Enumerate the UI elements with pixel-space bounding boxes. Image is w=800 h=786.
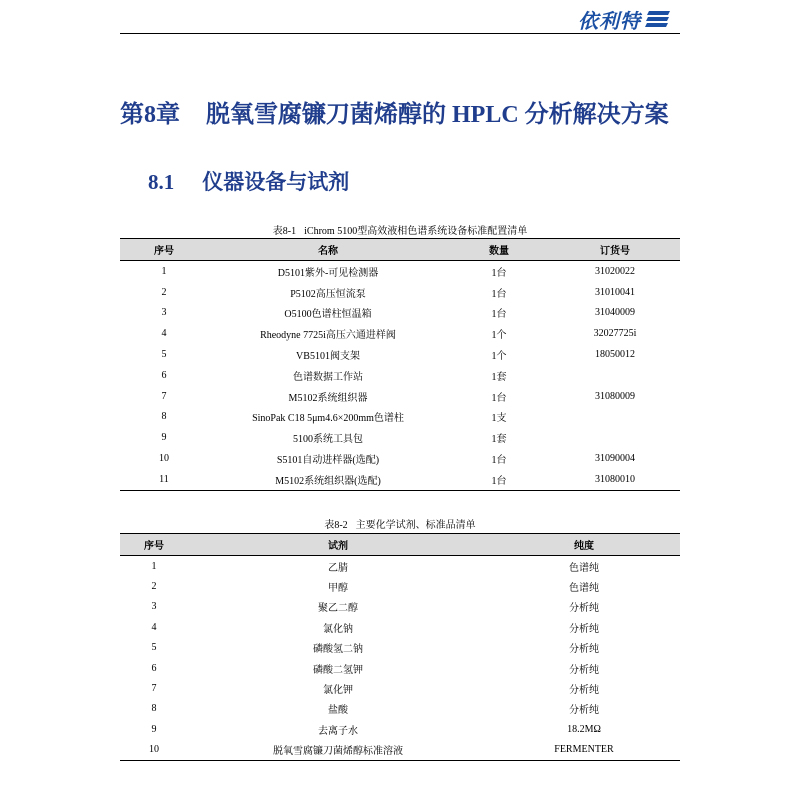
table-cell: 18050012 bbox=[595, 349, 635, 361]
table-cell: 2 bbox=[161, 286, 167, 298]
table-cell: 10 bbox=[159, 453, 169, 465]
table-cell bbox=[550, 407, 680, 428]
table-cell: 氯化钠 bbox=[323, 623, 353, 635]
table-cell: VB5101阀支架 bbox=[296, 351, 360, 363]
table-cell: 脱氧雪腐镰刀菌烯醇标准溶液 bbox=[188, 740, 488, 761]
company-logo bbox=[578, 4, 671, 34]
table-cell: 聚乙二醇 bbox=[318, 603, 358, 615]
table2-caption-number: 表8-2 bbox=[324, 520, 348, 531]
table-cell: 7 bbox=[161, 390, 167, 402]
table-cell: 分析纯 bbox=[569, 623, 599, 635]
table-row bbox=[120, 556, 680, 577]
chapter-title bbox=[120, 94, 700, 129]
table-cell: 8 bbox=[151, 703, 157, 715]
column-header: 试剂 bbox=[188, 534, 488, 556]
table-cell: 去离子水 bbox=[318, 725, 358, 737]
table-cell: 1 bbox=[161, 265, 167, 277]
table-cell: 1台 bbox=[491, 392, 507, 404]
table-cell: 1套 bbox=[491, 371, 507, 383]
table-cell: 甲醇 bbox=[328, 583, 348, 595]
table-header-row bbox=[120, 534, 680, 556]
table-cell: Rheodyne 7725i高压六通进样阀 bbox=[260, 330, 396, 342]
table-cell: 32027725i bbox=[593, 328, 637, 340]
table2-caption bbox=[120, 516, 680, 531]
reagent-table bbox=[120, 533, 680, 761]
table-cell: 6 bbox=[151, 662, 157, 674]
equipment-table bbox=[120, 238, 680, 491]
section-title-text: 仪器设备与试剂 bbox=[202, 170, 350, 194]
column-header: 序号 bbox=[120, 239, 208, 261]
table-cell: 18.2MΩ bbox=[567, 723, 601, 735]
table-cell: 磷酸氢二钠 bbox=[313, 644, 363, 656]
table-row bbox=[120, 719, 680, 739]
table-cell: 4 bbox=[151, 621, 157, 633]
table-cell: 3 bbox=[161, 307, 167, 319]
table-cell: 1套 bbox=[491, 434, 507, 446]
table-row bbox=[120, 740, 680, 761]
table1-caption-number: 表8-1 bbox=[272, 226, 297, 237]
table-cell: 31080009 bbox=[595, 390, 635, 402]
table-cell: 1个 bbox=[491, 351, 507, 363]
chapter-number: 第8章 bbox=[120, 102, 180, 128]
table-row bbox=[120, 386, 680, 407]
table-cell: 6 bbox=[161, 369, 167, 381]
table-cell: 5100系统工具包 bbox=[293, 434, 363, 446]
column-header: 纯度 bbox=[488, 534, 680, 556]
table-cell: 31080010 bbox=[550, 469, 680, 490]
table-row bbox=[120, 344, 680, 365]
table-cell: 7 bbox=[151, 683, 157, 695]
table-cell: 3 bbox=[151, 601, 157, 613]
table-cell: 8 bbox=[161, 411, 167, 423]
column-header: 序号 bbox=[120, 534, 188, 556]
table-cell: 1台 bbox=[491, 267, 507, 279]
table-cell: SinoPak C18 5μm4.6×200mm色谱柱 bbox=[252, 413, 404, 425]
table-cell: 1 bbox=[151, 560, 157, 572]
header-rule bbox=[120, 33, 680, 34]
table-cell: M5102系统组织器(选配) bbox=[208, 469, 448, 490]
table-cell bbox=[550, 427, 680, 448]
table-cell: 31010041 bbox=[595, 286, 635, 298]
logo-stripes-icon bbox=[645, 9, 671, 29]
table-cell: O5100色谱柱恒温箱 bbox=[284, 309, 372, 321]
table-cell: 11 bbox=[120, 469, 208, 490]
table-cell: 分析纯 bbox=[569, 705, 599, 717]
table-cell: 1台 bbox=[491, 309, 507, 321]
table-cell: 分析纯 bbox=[569, 685, 599, 697]
table-cell: S5101自动进样器(选配) bbox=[276, 455, 380, 467]
table-cell: D5101紫外-可见检测器 bbox=[277, 267, 379, 279]
table-cell: 色谱纯 bbox=[569, 562, 599, 574]
table-row bbox=[120, 407, 680, 428]
table-cell bbox=[550, 365, 680, 386]
table-row bbox=[120, 282, 680, 303]
table-row bbox=[120, 427, 680, 448]
table-row bbox=[120, 658, 680, 678]
table2-caption-text: 主要化学试剂、标准品清单 bbox=[355, 520, 476, 531]
table-cell: 9 bbox=[151, 723, 157, 735]
table-row bbox=[120, 469, 680, 490]
table-cell: 磷酸二氢钾 bbox=[313, 664, 363, 676]
table-cell: 31020022 bbox=[595, 265, 635, 277]
table-row bbox=[120, 638, 680, 658]
table-cell: 31040009 bbox=[595, 307, 635, 319]
table-row bbox=[120, 261, 680, 282]
table-cell: FERMENTER bbox=[488, 740, 680, 761]
table-cell: 色谱数据工作站 bbox=[293, 371, 363, 383]
table-row bbox=[120, 597, 680, 617]
column-header: 数量 bbox=[448, 239, 550, 261]
table-cell: 1台 bbox=[448, 469, 550, 490]
table-cell: 9 bbox=[161, 432, 167, 444]
table-cell: M5102系统组织器 bbox=[288, 392, 368, 404]
column-header: 名称 bbox=[208, 239, 448, 261]
section-number: 8.1 bbox=[148, 170, 175, 194]
table-cell: 分析纯 bbox=[569, 603, 599, 615]
table-cell: 1个 bbox=[491, 330, 507, 342]
table-cell: 2 bbox=[151, 581, 157, 593]
column-header: 订货号 bbox=[550, 239, 680, 261]
table-cell: 分析纯 bbox=[569, 664, 599, 676]
table-row bbox=[120, 617, 680, 637]
table-row bbox=[120, 323, 680, 344]
table-row bbox=[120, 576, 680, 596]
table-cell: P5102高压恒流泵 bbox=[290, 288, 366, 300]
table-cell: 4 bbox=[161, 328, 167, 340]
section-title bbox=[148, 166, 349, 196]
table-cell: 乙腈 bbox=[328, 562, 348, 574]
table-cell: 色谱纯 bbox=[569, 583, 599, 595]
table-cell: 10 bbox=[120, 740, 188, 761]
table-cell: 分析纯 bbox=[569, 644, 599, 656]
table-cell: 1台 bbox=[491, 288, 507, 300]
table-row bbox=[120, 699, 680, 719]
table-cell: 1支 bbox=[491, 413, 507, 425]
table-cell: 氯化钾 bbox=[323, 685, 353, 697]
table-cell: 31090004 bbox=[595, 453, 635, 465]
table-header-row bbox=[120, 239, 680, 261]
table-cell: 5 bbox=[151, 642, 157, 654]
table-row bbox=[120, 678, 680, 698]
table-row bbox=[120, 365, 680, 386]
table-row bbox=[120, 448, 680, 469]
table1-caption bbox=[120, 222, 680, 237]
table-cell: 盐酸 bbox=[328, 705, 348, 717]
table-row bbox=[120, 303, 680, 324]
table-cell: 1台 bbox=[491, 455, 507, 467]
table1-caption-text: iChrom 5100型高效液相色谱系统设备标准配置清单 bbox=[304, 226, 528, 237]
logo-text: 依利特 bbox=[578, 8, 641, 33]
chapter-title-text: 脱氧雪腐镰刀菌烯醇的 HPLC 分析解决方案 bbox=[206, 102, 669, 128]
table-cell: 5 bbox=[161, 349, 167, 361]
